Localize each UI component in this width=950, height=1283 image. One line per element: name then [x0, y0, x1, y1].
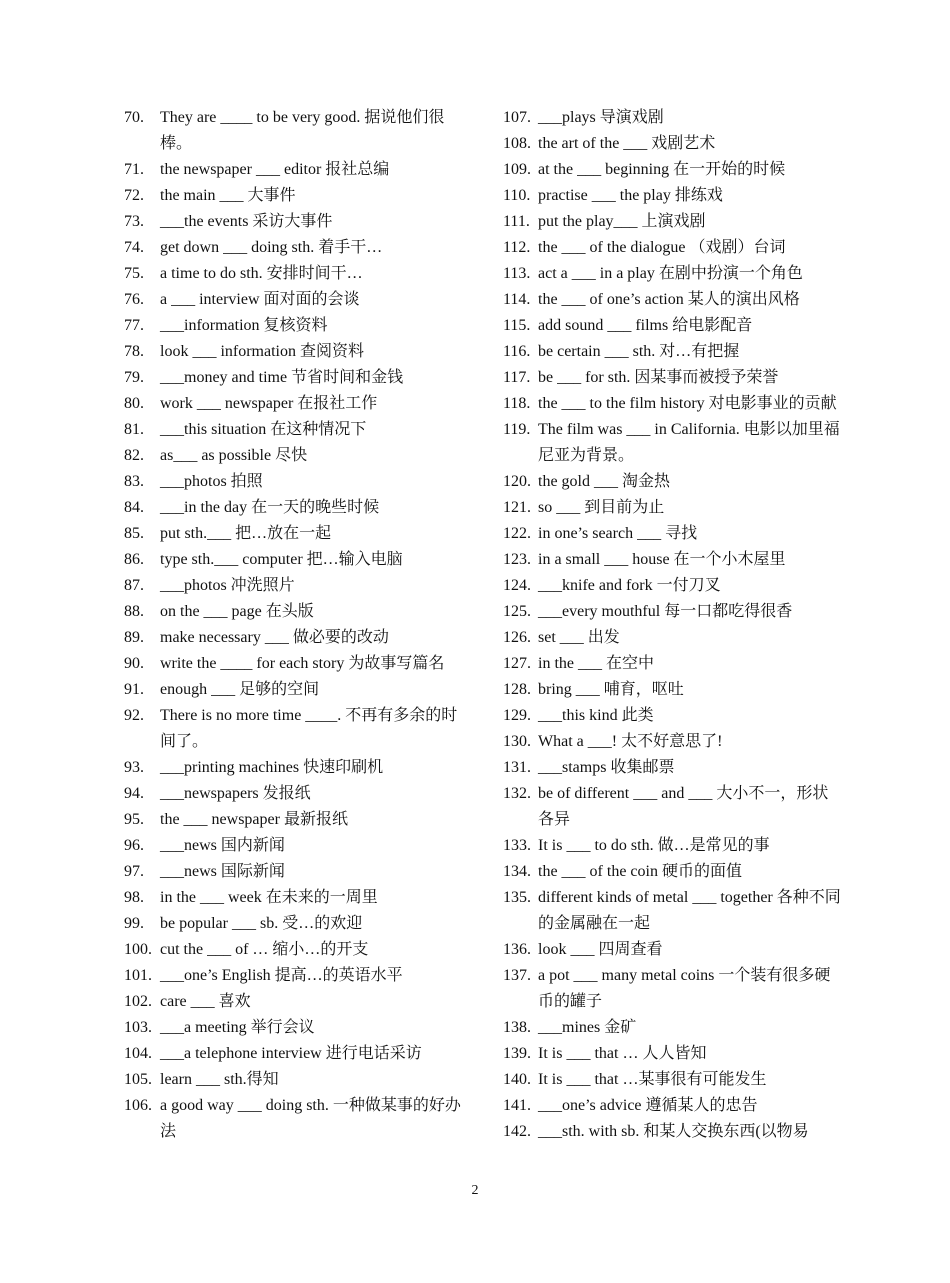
item-number: 110. [503, 187, 531, 204]
item-number: 126. [503, 629, 531, 646]
vocab-item [124, 209, 464, 235]
vocab-item [124, 937, 464, 963]
item-text: There is no more time ____. 不再有多余的时间了。 [160, 707, 458, 750]
vocab-item [124, 417, 464, 443]
vocab-item [503, 963, 843, 1015]
item-text: ___plays 导演戏剧 [538, 109, 664, 126]
item-text: act a ___ in a play 在剧中扮演一个角色 [538, 265, 803, 282]
item-number: 137. [503, 967, 531, 984]
item-number: 111. [503, 213, 530, 230]
item-number: 107. [503, 109, 531, 126]
vocab-item [124, 755, 464, 781]
vocab-item [124, 495, 464, 521]
vocab-item [124, 365, 464, 391]
item-text: ___photos 拍照 [160, 473, 263, 490]
item-number: 77. [124, 317, 144, 334]
vocab-item [124, 859, 464, 885]
item-number: 118. [503, 395, 531, 412]
vocab-item [124, 911, 464, 937]
item-text: ___mines 金矿 [538, 1019, 637, 1036]
vocab-item [503, 365, 843, 391]
item-number: 103. [124, 1019, 152, 1036]
item-number: 91. [124, 681, 144, 698]
item-text: be of different ___ and ___ 大小不一，形状各异 [538, 785, 829, 828]
item-text: on the ___ page 在头版 [160, 603, 314, 620]
item-number: 78. [124, 343, 144, 360]
vocab-item [124, 1093, 464, 1145]
item-text: cut the ___ of … 缩小…的开支 [160, 941, 369, 958]
vocab-item [124, 235, 464, 261]
item-number: 92. [124, 707, 144, 724]
item-text: write the ____ for each story 为故事写篇名 [160, 655, 445, 672]
item-text: ___in the day 在一天的晚些时候 [160, 499, 380, 516]
vocab-item [503, 417, 843, 469]
vocab-item [503, 833, 843, 859]
item-number: 141. [503, 1097, 531, 1114]
item-number: 89. [124, 629, 144, 646]
item-text: be ___ for sth. 因某事而被授予荣誉 [538, 369, 779, 386]
item-text: ___the events 采访大事件 [160, 213, 333, 230]
item-number: 108. [503, 135, 531, 152]
item-text: look ___ 四周查看 [538, 941, 663, 958]
item-text: a ___ interview 面对面的会谈 [160, 291, 360, 308]
item-text: ___money and time 节省时间和金钱 [160, 369, 404, 386]
item-text: ___news 国内新闻 [160, 837, 285, 854]
item-number: 81. [124, 421, 144, 438]
vocab-item [124, 989, 464, 1015]
vocab-item [124, 547, 464, 573]
item-text: as___ as possible 尽快 [160, 447, 308, 464]
item-text: practise ___ the play 排练戏 [538, 187, 723, 204]
item-text: ___newspapers 发报纸 [160, 785, 311, 802]
item-number: 97. [124, 863, 144, 880]
item-text: enough ___ 足够的空间 [160, 681, 320, 698]
item-text: be certain ___ sth. 对…有把握 [538, 343, 740, 360]
item-text: ___a meeting 举行会议 [160, 1019, 315, 1036]
item-text: put sth.___ 把…放在一起 [160, 525, 332, 542]
vocab-item [503, 469, 843, 495]
item-number: 87. [124, 577, 144, 594]
item-number: 86. [124, 551, 144, 568]
vocab-item [124, 625, 464, 651]
item-number: 80. [124, 395, 144, 412]
item-text: type sth.___ computer 把…输入电脑 [160, 551, 403, 568]
vocab-item [124, 443, 464, 469]
item-text: ___this kind 此类 [538, 707, 654, 724]
vocab-item [503, 781, 843, 833]
item-text: What a ___! 太不好意思了! [538, 733, 723, 750]
vocab-item [124, 469, 464, 495]
vocab-item [124, 105, 464, 157]
item-number: 72. [124, 187, 144, 204]
item-text: ___photos 冲洗照片 [160, 577, 295, 594]
item-text: ___stamps 收集邮票 [538, 759, 675, 776]
item-text: add sound ___ films 给电影配音 [538, 317, 753, 334]
item-number: 79. [124, 369, 144, 386]
item-number: 130. [503, 733, 531, 750]
item-number: 94. [124, 785, 144, 802]
item-text: care ___ 喜欢 [160, 993, 251, 1010]
item-text: It is ___ to do sth. 做…是常见的事 [538, 837, 770, 854]
vocab-item [503, 131, 843, 157]
vocab-item [124, 833, 464, 859]
item-number: 100. [124, 941, 152, 958]
item-text: so ___ 到目前为止 [538, 499, 665, 516]
item-number: 131. [503, 759, 531, 776]
item-number: 74. [124, 239, 144, 256]
vocab-item [503, 313, 843, 339]
vocab-item [503, 677, 843, 703]
item-text: look ___ information 查阅资料 [160, 343, 364, 360]
item-number: 113. [503, 265, 531, 282]
item-text: ___one’s English 提高…的英语水平 [160, 967, 403, 984]
item-number: 76. [124, 291, 144, 308]
item-number: 93. [124, 759, 144, 776]
vocab-item [503, 1093, 843, 1119]
vocab-item [503, 105, 843, 131]
item-text: They are ____ to be very good. 据说他们很棒。 [160, 109, 445, 152]
item-number: 121. [503, 499, 531, 516]
item-number: 136. [503, 941, 531, 958]
item-text: The film was ___ in California. 电影以加里福尼亚为背景。 [538, 421, 840, 464]
item-text: the art of the ___ 戏剧艺术 [538, 135, 716, 152]
vocab-item [124, 157, 464, 183]
item-text: put the play___ 上演戏剧 [538, 213, 706, 230]
vocab-item [503, 1015, 843, 1041]
item-text: ___news 国际新闻 [160, 863, 285, 880]
item-number: 124. [503, 577, 531, 594]
item-text: ___information 复核资料 [160, 317, 328, 334]
vocab-item [124, 391, 464, 417]
vocab-item [124, 781, 464, 807]
vocab-item [503, 937, 843, 963]
vocab-item [124, 261, 464, 287]
item-number: 117. [503, 369, 531, 386]
vocab-item [124, 183, 464, 209]
item-number: 132. [503, 785, 531, 802]
vocab-item [124, 807, 464, 833]
item-number: 138. [503, 1019, 531, 1036]
item-number: 116. [503, 343, 531, 360]
item-text: at the ___ beginning 在一开始的时候 [538, 161, 786, 178]
item-text: make necessary ___ 做必要的改动 [160, 629, 389, 646]
vocab-item [124, 651, 464, 677]
item-number: 139. [503, 1045, 531, 1062]
item-text: the ___ of one’s action 某人的演出风格 [538, 291, 800, 308]
vocab-item [503, 859, 843, 885]
vocab-item [503, 1067, 843, 1093]
item-text: ___sth. with sb. 和某人交换东西(以物易 [538, 1123, 809, 1140]
vocab-item [124, 573, 464, 599]
item-number: 98. [124, 889, 144, 906]
item-text: learn ___ sth.得知 [160, 1071, 279, 1088]
item-number: 134. [503, 863, 531, 880]
item-number: 85. [124, 525, 144, 542]
item-number: 95. [124, 811, 144, 828]
item-text: be popular ___ sb. 受…的欢迎 [160, 915, 363, 932]
item-number: 82. [124, 447, 144, 464]
item-number: 109. [503, 161, 531, 178]
item-number: 127. [503, 655, 531, 672]
vocab-item [124, 703, 464, 755]
vocab-item [124, 1067, 464, 1093]
item-number: 70. [124, 109, 144, 126]
vocab-item [124, 1015, 464, 1041]
item-number: 75. [124, 265, 144, 282]
vocab-item [503, 599, 843, 625]
vocab-item [503, 287, 843, 313]
vocab-item [503, 885, 843, 937]
vocab-item [503, 391, 843, 417]
vocab-item [503, 235, 843, 261]
item-text: bring ___ 哺育，呕吐 [538, 681, 684, 698]
item-text: in a small ___ house 在一个小木屋里 [538, 551, 786, 568]
item-text: It is ___ that … 人人皆知 [538, 1045, 707, 1062]
item-text: in the ___ week 在未来的一周里 [160, 889, 378, 906]
vocab-item [124, 885, 464, 911]
vocab-item [124, 677, 464, 703]
item-text: a good way ___ doing sth. 一种做某事的好办法 [160, 1097, 461, 1140]
item-text: the main ___ 大事件 [160, 187, 296, 204]
item-number: 106. [124, 1097, 152, 1114]
item-text: ___every mouthful 每一口都吃得很香 [538, 603, 793, 620]
item-text: get down ___ doing sth. 着手干… [160, 239, 383, 256]
vocab-item [503, 703, 843, 729]
item-text: the ___ of the dialogue （戏剧）台词 [538, 239, 786, 256]
item-number: 90. [124, 655, 144, 672]
item-text: set ___ 出发 [538, 629, 620, 646]
item-number: 120. [503, 473, 531, 490]
vocab-item [124, 313, 464, 339]
item-number: 83. [124, 473, 144, 490]
page-number: 2 [471, 1183, 479, 1198]
item-text: different kinds of metal ___ together 各种不同的金属融在一起 [538, 889, 841, 932]
item-number: 115. [503, 317, 531, 334]
vocab-item [503, 729, 843, 755]
vocab-item [124, 339, 464, 365]
item-number: 102. [124, 993, 152, 1010]
item-number: 73. [124, 213, 144, 230]
item-number: 114. [503, 291, 531, 308]
item-text: ___this situation 在这种情况下 [160, 421, 367, 438]
item-text: in one’s search ___ 寻找 [538, 525, 698, 542]
item-text: ___one’s advice 遵循某人的忠告 [538, 1097, 758, 1114]
item-number: 129. [503, 707, 531, 724]
vocab-item [124, 963, 464, 989]
vocab-item [503, 209, 843, 235]
item-text: the ___ to the film history 对电影事业的贡献 [538, 395, 837, 412]
vocab-item [503, 495, 843, 521]
item-number: 128. [503, 681, 531, 698]
vocab-item [503, 157, 843, 183]
item-text: the ___ of the coin 硬币的面值 [538, 863, 742, 880]
vocab-item [503, 1041, 843, 1067]
vocab-item [124, 1041, 464, 1067]
item-number: 122. [503, 525, 531, 542]
item-text: ___knife and fork 一付刀叉 [538, 577, 721, 594]
vocab-item [124, 521, 464, 547]
item-number: 135. [503, 889, 531, 906]
vocab-item [503, 339, 843, 365]
item-text: a pot ___ many metal coins 一个装有很多硬币的罐子 [538, 967, 831, 1010]
item-number: 84. [124, 499, 144, 516]
vocab-item [503, 183, 843, 209]
item-number: 96. [124, 837, 144, 854]
item-number: 119. [503, 421, 531, 438]
item-text: the newspaper ___ editor 报社总编 [160, 161, 390, 178]
item-text: the ___ newspaper 最新报纸 [160, 811, 348, 828]
item-number: 133. [503, 837, 531, 854]
vocab-item [503, 261, 843, 287]
item-number: 140. [503, 1071, 531, 1088]
item-number: 123. [503, 551, 531, 568]
item-text: It is ___ that …某事很有可能发生 [538, 1071, 767, 1088]
vocab-item [503, 547, 843, 573]
item-number: 142. [503, 1123, 531, 1140]
item-text: work ___ newspaper 在报社工作 [160, 395, 378, 412]
vocab-item [503, 755, 843, 781]
vocab-item [503, 1119, 843, 1145]
item-text: in the ___ 在空中 [538, 655, 654, 672]
right-column [503, 105, 843, 1145]
item-number: 112. [503, 239, 531, 256]
vocab-item [124, 287, 464, 313]
item-number: 104. [124, 1045, 152, 1062]
item-number: 125. [503, 603, 531, 620]
item-text: a time to do sth. 安排时间干… [160, 265, 363, 282]
item-number: 105. [124, 1071, 152, 1088]
item-text: ___a telephone interview 进行电话采访 [160, 1045, 422, 1062]
vocab-item [503, 521, 843, 547]
item-number: 88. [124, 603, 144, 620]
vocab-item [503, 625, 843, 651]
left-column [124, 105, 464, 1145]
item-text: ___printing machines 快速印刷机 [160, 759, 384, 776]
item-number: 99. [124, 915, 144, 932]
vocab-item [503, 573, 843, 599]
vocab-item [124, 599, 464, 625]
item-number: 71. [124, 161, 144, 178]
item-number: 101. [124, 967, 152, 984]
vocab-item [503, 651, 843, 677]
item-text: the gold ___ 淘金热 [538, 473, 670, 490]
